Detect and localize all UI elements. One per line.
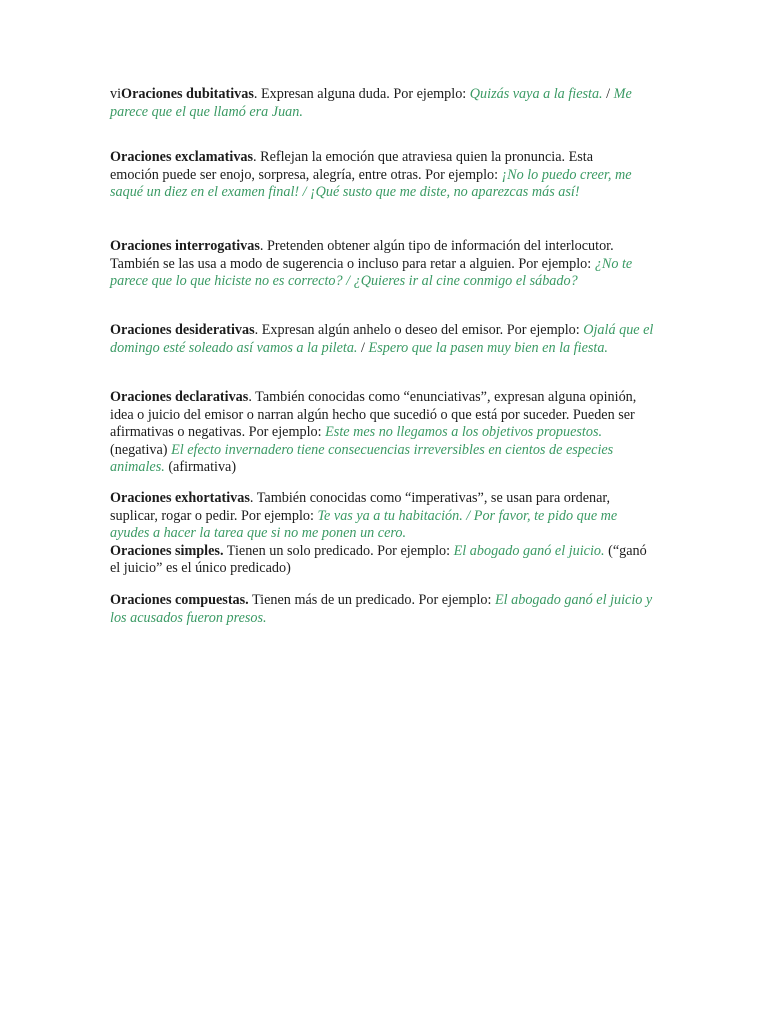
example-declarativas-1: Este mes no llegamos a los objetivos propuestos. [325, 424, 603, 440]
example-exclamativas: ¡No lo puedo creer, me saqué un diez en el examen final! / ¡Qué susto que me diste, no aparezcas más así! [110, 166, 632, 200]
definition-desiderativas: . Expresan algún anhelo o deseo del emisor. Por ejemplo: [254, 322, 584, 338]
example-compuestas: El abogado ganó el juicio y los acusados fueron presos. [110, 592, 653, 626]
definition-exclamativas: . Reflejan la emoción que atraviesa quien la pronuncia. Esta emoción puede ser enojo, sorpresa, alegría, entre otras. Por ejemplo: [110, 149, 594, 183]
note-negativa: (negativa) [110, 441, 172, 458]
example-dubitativas-1: Quizás vaya a la fiesta. [469, 86, 603, 102]
definition-interrogativas: . Pretenden obtener algún tipo de información del interlocutor. También se las usa a modo de sugerencia o incluso para retar a alguien. Por ejemplo: [110, 238, 614, 272]
note-afirmativa: (afirmativa) [164, 459, 237, 475]
example-simples: El abogado ganó el juicio. [453, 542, 605, 559]
example-separator: / [357, 339, 369, 356]
definition-simples: Tienen un solo predicado. Por ejemplo: [223, 542, 454, 559]
paragraph-exhortativas [110, 490, 660, 578]
paragraph-declarativas [110, 389, 660, 477]
definition-declarativas: . También conocidas como “enunciativas”, expresan alguna opinión, idea o juicio del emisor o narran algún hecho que sucedió o que está por suceder. Pueden ser afirmativas o negativas. Por ejemplo: [110, 389, 637, 440]
paragraph-exclamativas [110, 149, 640, 202]
term-compuestas: Oraciones compuestas. [110, 592, 249, 608]
paragraph-desiderativas [110, 322, 660, 357]
example-desiderativas-1: Ojalá que el domingo esté soleado así vamos a la pileta. [110, 322, 654, 356]
example-dubitativas-2: Me parece que el que llamó era Juan. [110, 86, 632, 120]
term-dubitativas: Oraciones dubitativas [121, 86, 254, 102]
term-declarativas: Oraciones declarativas [110, 389, 249, 405]
example-exhortativas: Te vas ya a tu habitación. / Por favor, te pido que me ayudes a hacer la tarea que si no me ponen un cero. [110, 507, 618, 541]
example-interrogativas: ¿No te parece que lo que hiciste no es correcto? / ¿Quieres ir al cine conmigo el sábado? [110, 255, 633, 289]
term-desiderativas: Oraciones desiderativas [110, 322, 255, 338]
term-interrogativas: Oraciones interrogativas [110, 238, 260, 254]
definition-compuestas: Tienen más de un predicado. Por ejemplo: [248, 592, 495, 608]
paragraph-lead: vi [110, 86, 122, 102]
term-simples: Oraciones simples. [110, 542, 224, 559]
example-desiderativas-2: Espero que la pasen muy bien en la fiesta. [368, 339, 608, 356]
definition-exhortativas: . También conocidas como “imperativas”, se usan para ordenar, suplicar, rogar o pedir. Por ejemplo: [110, 490, 611, 524]
term-exclamativas: Oraciones exclamativas [110, 149, 254, 165]
definition-dubitativas: . Expresan alguna duda. Por ejemplo: [253, 86, 470, 102]
paragraph-compuestas [110, 592, 660, 627]
note-simples: (“ganó el juicio” es el único predicado) [110, 542, 647, 576]
paragraph-dubitativas [110, 86, 660, 121]
example-declarativas-2: El efecto invernadero tiene consecuencias irreversibles en cientos de especies animales. [110, 441, 614, 475]
term-exhortativas: Oraciones exhortativas [110, 490, 250, 506]
paragraph-interrogativas [110, 238, 660, 291]
example-separator: / [602, 86, 614, 102]
